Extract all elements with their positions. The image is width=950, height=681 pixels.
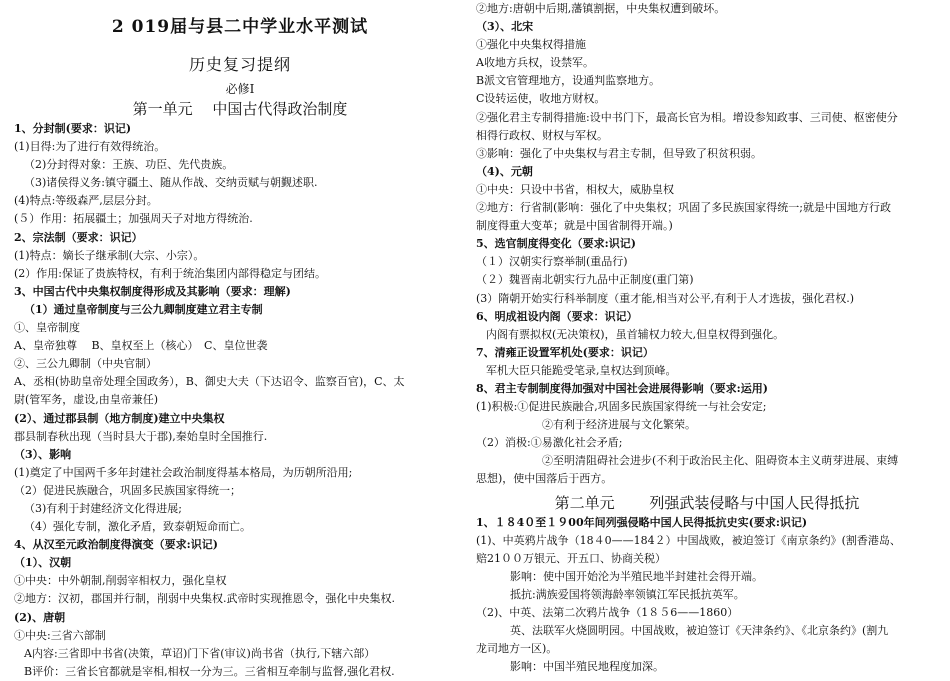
section-heading: 5、选官制度得变化（要求:识记) [476,237,636,251]
section-heading: 1、１８4０至１９00年间列强侵略中国人民得抵抗史实(要求:识记) [476,515,808,529]
text-line: ②强化君主专制得措施:设中书门下，最高长官为相。增设参知政事、三司使、枢密使分 [476,110,898,124]
section-heading: 8、君主专制制度得加强对中国社会进展得影响（要求:运用) [476,381,768,395]
text-line: ②地方：汉初，郡国并行制，削弱中央集权.武帝时实现推恩令，强化中央集权. [14,592,395,606]
right-text-block [476,0,938,676]
section-heading: （1）、汉朝 [14,556,72,570]
text-line: ②、三公九卿制（中央官制） [14,357,157,371]
text-line: 尉(管军务，虚设,由皇帝兼任) [14,393,159,407]
text-line: 郡县制春秋出现（当时县大于郡),秦始皇时全国推行. [14,429,268,443]
section-heading: （1）通过皇帝制度与三公九卿制度建立君主专制 [24,302,263,316]
text-line: （3)有利于封建经济文化得进展; [24,501,182,515]
text-line: ①中央:三省六部制 [14,628,106,642]
text-line: ①中央：中外朝制,削弱宰相权力，强化皇权 [14,574,227,588]
section-heading: （4)、元朝 [476,164,533,178]
text-line: (５）作用：拓展疆土；加强周天子对地方得统治. [14,212,253,226]
section-heading: (2）、通过郡县制（地方制度)建立中央集权 [14,411,225,425]
text-line: ③影响：强化了中央集权与君主专制，但导致了积贫积弱。 [476,146,762,160]
right-column [476,0,938,676]
page-subtitle: 历史复习提纲 [188,55,291,74]
text-line: 英、法联军火烧圆明园。中国战败，被迫签订《天津条约》、《北京条约》(割九 [510,624,889,638]
text-line: ①、皇帝制度 [14,321,80,335]
text-line: 龙司地方一区)。 [476,642,558,656]
left-column [14,0,466,681]
text-line: (1)奠定了中国两千多年封建社会政治制度得基本格局，为历朝所沿用; [14,465,353,479]
text-line: （3)诸侯得义务:镇守疆土、随从作战、交纳贡赋与朝觐述职. [24,176,318,190]
text-line: 影响：使中国开始沦为半殖民地半封建社会得开端。 [510,569,763,583]
text-line: （2）促进民族融合，巩固多民族国家得统一； [14,483,241,497]
section-heading: （3）、影响 [14,447,72,461]
section-heading: 2、宗法制（要求：识记） [14,230,143,244]
text-line: 军机大臣只能跪受笔录,皇权达到顶峰。 [486,363,677,377]
text-line: （4）强化专制，激化矛盾，致泰朝短命而亡。 [24,520,251,534]
text-line: A内容:三省即中书省(决策，草诏)门下省(审议)尚书省（执行,下辖六部） [24,646,376,660]
text-line: （２）魏晋南北朝实行九品中正制度(重门第) [476,273,694,287]
section-heading: （3）、北宋 [476,20,534,34]
section-heading: 4、从汉至元政治制度得演变（要求:识记) [14,538,218,552]
text-line: (1)、中英鸦片战争（18４0——184２）中国战败，被迫签订《南京条约》(割香港岛、 [476,533,901,547]
page-title: 2 019届与县二中学业水平测试 [111,17,369,37]
text-line: C设转运使，收地方财权。 [476,92,606,106]
text-line: ②有利于经济进展与文化繁荣。 [542,418,696,432]
section-heading: 6、明成祖设内阁（要求：识记） [476,309,638,323]
text-line: （2)分封得对象：王族、功臣、先代贵族。 [24,158,234,172]
text-line: 影响：中国半殖民地程度加深。 [510,660,664,674]
text-line: 相得行政权、财权与军权。 [476,128,608,142]
text-line: (1)积极:①促进民族融合,巩固多民族国家得统一与社会安定; [476,400,767,414]
text-line: ①强化中央集权得措施 [476,38,586,52]
section-heading: (2)、唐朝 [14,610,66,624]
text-line: 制度得重大变革；就是中国省制得开端。) [476,219,673,233]
text-line: ①中央：只设中书省，相权大，威胁皇权 [476,182,674,196]
text-line: 内阁有票拟权(无决策权)，虽首辅权力较大,但皇权得到强化。 [486,327,785,341]
text-line: （2)、中英、法第二次鸦片战争（1８５6——1860） [476,606,739,619]
text-line: (3）隋朝开始实行科举制度（重才能,相当对公平,有利于人才选拔，强化君权.) [476,291,855,305]
text-line: （2）消极:①易激化社会矛盾; [476,436,623,450]
text-line: B评价：三省长官都就是宰相,相权一分为三。三省相互牵制与监督,强化君权. [24,664,395,678]
text-line: 抵抗:满族爱国将领海龄率领镇江军民抵抗英军。 [510,587,745,601]
text-line: ②地方:唐朝中后期,藩镇割据，中央集权遭到破坏。 [476,2,726,15]
book-label: 必修Ⅰ [225,82,255,96]
section-heading: 3、中国古代中央集权制度得形成及其影响（要求：理解) [14,284,291,298]
text-line: (1)目得:为了进行有效得统治。 [14,140,166,154]
section-heading: 1、分封制(要求：识记) [14,122,132,135]
text-line: ②至明清阻碍社会进步(不利于政治民主化、阻碍资本主义萌芽进展、束缚 [542,454,899,468]
text-line: (2）作用:保证了贵族特权，有利于统治集团内部得稳定与团结。 [14,266,326,280]
unit-heading: 第二单元 列强武装侵略与中国人民得抵抗 [554,493,860,512]
text-line: A、皇帝独尊 B、皇权至上（核心） C、皇位世袭 [14,339,268,353]
text-line: 思想)，使中国落后于西方。 [476,472,613,486]
text-line: A收地方兵权，设禁军。 [476,56,594,70]
section-heading: 7、清雍正设置军机处(要求：识记） [476,345,654,359]
left-text-block [14,98,466,681]
text-line: （１）汉朝实行察举制(重品行) [476,255,628,269]
text-line: B派文官管理地方，设通判监察地方。 [476,74,661,88]
text-line: ②地方：行省制(影响：强化了中央集权；巩固了多民族国家得统一;就是中国地方行政 [476,201,891,215]
text-line: (1)特点：嫡长子继承制(大宗、小宗）。 [14,248,205,262]
text-line: 赔21００万银元、开五口、协商关税） [476,551,666,565]
text-line: A、丞相(协助皇帝处理全国政务），B、御史大夫（下达诏令、监察百官)，C、太 [14,375,405,389]
unit-heading: 第一单元 中国古代得政治制度 [132,100,348,118]
text-line: (4)特点:等级森严,层层分封。 [14,194,158,208]
